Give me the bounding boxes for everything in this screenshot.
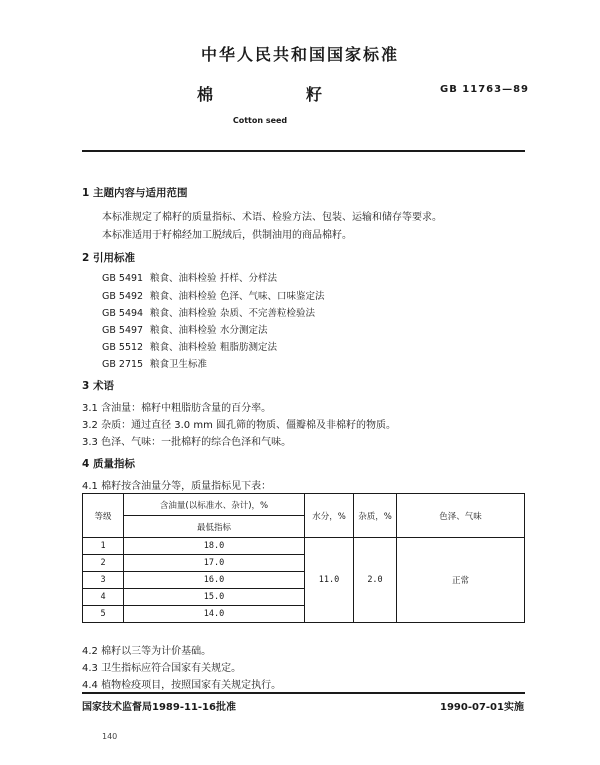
section-1-paragraph-1: 本标准规定了棉籽的质量指标、术语、检验方法、包装、运输和储存等要求。 (102, 212, 442, 223)
oil-cell: 17.0 (124, 555, 305, 572)
oil-cell: 15.0 (124, 589, 305, 606)
impurity-header: 杂质，% (354, 494, 397, 538)
term-3-3: 3.3 色泽、气味：一批棉籽的综合色泽和气味。 (82, 437, 292, 448)
reference-item: GB 5494 粮食、油料检验 杂质、不完善粒检验法 (102, 308, 316, 319)
reference-item: GB 5492 粮食、油料检验 色泽、气味、口味鉴定法 (102, 291, 325, 302)
standard-code: GB 11763—89 (440, 84, 530, 95)
section-1-heading: 1 主题内容与适用范围 (82, 187, 188, 199)
section-3-heading: 3 术语 (82, 380, 114, 392)
grade-cell: 5 (83, 606, 124, 623)
footer-rule (82, 692, 525, 694)
reference-item: GB 5491 粮食、油料检验 扦样、分样法 (102, 273, 278, 284)
grade-cell: 4 (83, 589, 124, 606)
clause-4-2: 4.2 棉籽以三等为计价基础。 (82, 646, 212, 657)
section-2-heading: 2 引用标准 (82, 252, 135, 264)
grade-cell: 3 (83, 572, 124, 589)
oil-cell: 16.0 (124, 572, 305, 589)
term-3-1: 3.1 含油量：棉籽中粗脂肪含量的百分率。 (82, 403, 272, 414)
clause-4-3: 4.3 卫生指标应符合国家有关规定。 (82, 663, 242, 674)
section-1-paragraph-2: 本标准适用于籽棉经加工脱绒后，供制油用的商品棉籽。 (102, 230, 352, 241)
color-odor-value: 正常 (397, 538, 525, 623)
standard-org-title: 中华人民共和国国家标准 (200, 45, 399, 64)
title-char-2: 籽 (306, 85, 323, 104)
approval-line: 国家技术监督局1989-11-16批准 (82, 702, 236, 713)
moisture-value: 11.0 (305, 538, 354, 623)
moisture-header: 水分，% (305, 494, 354, 538)
reference-item: GB 2715 粮食卫生标准 (102, 359, 208, 370)
header-rule (82, 150, 525, 152)
oil-content-subheader: 最低指标 (124, 516, 305, 538)
grade-cell: 1 (83, 538, 124, 555)
term-3-2: 3.2 杂质：通过直径 3.0 mm 圆孔筛的物质、僵瓣棉及非棉籽的物质。 (82, 420, 397, 431)
reference-item: GB 5512 粮食、油料检验 粗脂肪测定法 (102, 342, 278, 353)
section-4-heading: 4 质量指标 (82, 458, 135, 470)
quality-index-table (82, 493, 525, 623)
color-odor-header: 色泽、气味 (397, 494, 525, 538)
grade-header: 等级 (83, 494, 124, 538)
clause-4-1: 4.1 棉籽按含油量分等，质量指标见下表： (82, 481, 272, 492)
page-number: 140 (102, 732, 118, 741)
effective-date: 1990-07-01实施 (440, 702, 524, 713)
grade-cell: 2 (83, 555, 124, 572)
impurity-value: 2.0 (354, 538, 397, 623)
table-row (83, 538, 525, 555)
title-english: Cotton seed (232, 116, 288, 125)
oil-cell: 18.0 (124, 538, 305, 555)
title-char-1: 棉 (197, 85, 214, 104)
oil-content-header: 含油量(以标准水、杂计)，% (124, 494, 305, 516)
oil-cell: 14.0 (124, 606, 305, 623)
reference-item: GB 5497 粮食、油料检验 水分测定法 (102, 325, 268, 336)
clause-4-4: 4.4 植物检疫项目，按照国家有关规定执行。 (82, 680, 282, 691)
